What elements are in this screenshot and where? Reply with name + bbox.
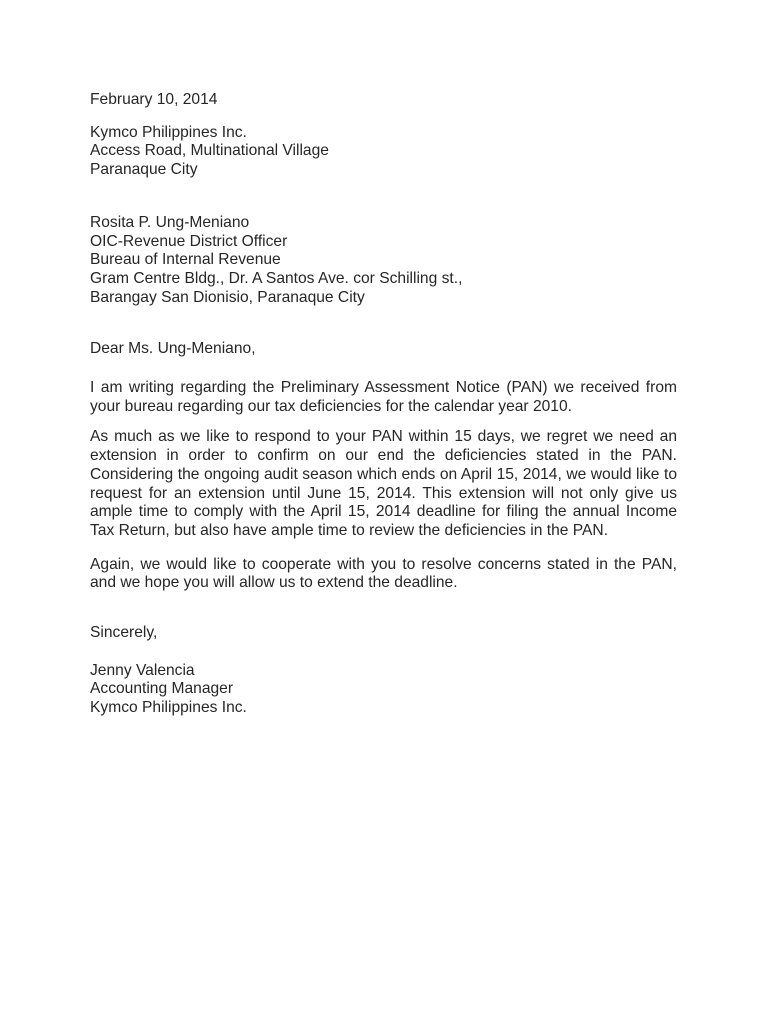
closing-text: Sincerely, (90, 624, 158, 642)
letter-date: February 10, 2014 (90, 91, 218, 108)
recipient-address-city: Barangay San Dionisio, Paranaque City (90, 288, 365, 306)
signatory-title: Accounting Manager (90, 680, 234, 698)
sender-address-line: Access Road, Multinational Village (90, 142, 329, 160)
salutation-text: Dear Ms. Ung-Meniano, (90, 340, 256, 358)
date-line (90, 91, 677, 110)
sender-address-block (90, 124, 677, 180)
sender-company-name: Kymco Philippines Inc. (90, 123, 247, 141)
recipient-name: Rosita P. Ung-Meniano (90, 213, 250, 231)
sender-address-city: Paranaque City (90, 161, 198, 179)
body-paragraph-2: As much as we like to respond to your PAN within 15 days, we regret we need an extension in order to confirm on our end the deficiencies stated in the PAN. Considering the ongoing audit season which ends on April 15, 2014, we would like to request for an extension until June 15, 2014. This extension will not only give us ample time to comply with the April 15, 2014 deadline for filing the annual Income Tax Return, but also have ample time to review the deficiencies in the PAN. (90, 428, 677, 539)
recipient-title: OIC-Revenue District Officer (90, 232, 288, 250)
signatory-name: Jenny Valencia (90, 661, 195, 679)
salutation (90, 340, 677, 359)
recipient-address-block (90, 214, 677, 308)
recipient-organization: Bureau of Internal Revenue (90, 251, 281, 269)
signature-block (90, 662, 677, 718)
recipient-address-line: Gram Centre Bldg., Dr. A Santos Ave. cor Schilling st., (90, 269, 463, 287)
letter-content (90, 91, 677, 718)
signatory-company: Kymco Philippines Inc. (90, 699, 247, 717)
body-paragraph-1: I am writing regarding the Preliminary Assessment Notice (PAN) we received from your bureau regarding our tax deficiencies for the calendar year 2010. (90, 379, 677, 415)
closing (90, 624, 677, 643)
body-paragraph-3: Again, we would like to cooperate with you to resolve concerns stated in the PAN, and we hope you will allow us to extend the deadline. (90, 555, 677, 592)
